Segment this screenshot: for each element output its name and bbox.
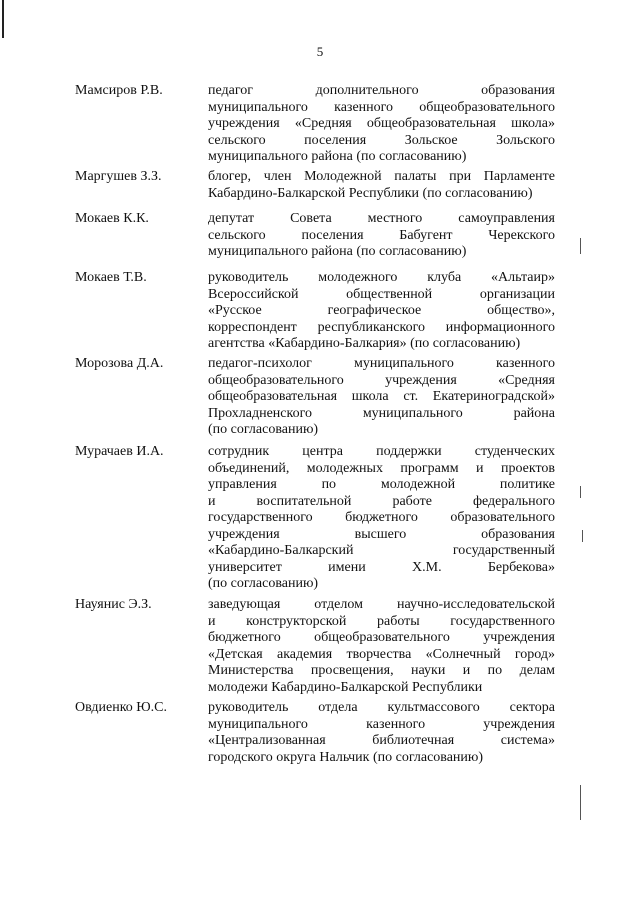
member-position: [208, 270, 555, 353]
position-line: муниципального казенного учреждения: [208, 716, 555, 732]
member-position: [208, 356, 555, 439]
position-line: общеобразовательная школа ст. Екатериноградской»: [208, 389, 555, 404]
position-line: Всероссийской общественной организации: [208, 286, 555, 302]
position-line: агентства «Кабардино-Балкария» (по согласованию): [208, 336, 521, 351]
position-line: (по согласованию): [208, 576, 319, 591]
position-line: «Детская академия творчества «Солнечный город»: [208, 646, 555, 662]
position-line: учреждения высшего образования: [208, 526, 555, 542]
position-line: (по согласованию): [208, 422, 319, 437]
position-line: бюджетного общеобразовательного учреждения: [208, 630, 555, 645]
position-line: объединений, молодежных программ и проектов: [208, 460, 555, 476]
position-line: сотрудник центра поддержки студенческих: [208, 444, 555, 459]
member-position: [208, 444, 555, 593]
position-line: муниципального казенного общеобразовательного: [208, 99, 555, 115]
position-line: городского округа Нальчик (по согласованию): [208, 749, 484, 765]
member-name: Науянис Э.З.: [75, 597, 152, 612]
member-name: Маргушев З.З.: [75, 169, 162, 184]
position-line: и конструкторской работы государственного: [208, 613, 555, 629]
position-line: блогер, член Молодежной палаты при Парламенте: [208, 169, 555, 184]
position-line: «Русское географическое общество»,: [208, 303, 555, 318]
position-line: Прохладненского муниципального района: [208, 405, 555, 421]
position-line: корреспондент республиканского информационного: [208, 319, 555, 335]
member-name: Мокаев Т.В.: [75, 270, 147, 285]
member-position: [208, 211, 555, 261]
position-line: педагог-психолог муниципального казенного: [208, 356, 555, 371]
position-line: молодежи Кабардино-Балкарской Республики: [208, 679, 483, 695]
position-line: управления по молодежной политике: [208, 477, 555, 492]
position-line: заведующая отделом научно-исследовательской: [208, 597, 555, 612]
scan-speck: [580, 486, 581, 498]
position-line: муниципального района (по согласованию): [208, 149, 467, 164]
position-line: «Централизованная библиотечная система»: [208, 733, 555, 748]
member-position: [208, 169, 555, 202]
position-line: сельского поселения Зольское Зольского: [208, 132, 555, 148]
position-line: Министерства просвещения, науки и по делам: [208, 663, 555, 678]
member-name: Мокаев К.К.: [75, 211, 149, 226]
member-name: Морозова Д.А.: [75, 356, 164, 371]
scan-speck: [582, 530, 583, 542]
page-number: 5: [316, 44, 324, 59]
scan-edge-mark: [2, 0, 4, 38]
position-line: общеобразовательного учреждения «Средняя: [208, 372, 555, 388]
member-name: Мамсиров Р.В.: [75, 83, 163, 98]
position-line: руководитель молодежного клуба «Альтаир»: [208, 270, 555, 285]
member-position: [208, 597, 555, 696]
position-line: и воспитательной работе федерального: [208, 493, 555, 509]
position-line: Кабардино-Балкарской Республики (по согласованию): [208, 185, 533, 201]
position-line: «Кабардино-Балкарский государственный: [208, 543, 555, 558]
scan-speck: [580, 238, 581, 254]
position-line: государственного бюджетного образовательного: [208, 510, 555, 525]
position-line: руководитель отдела культмассового сектора: [208, 700, 555, 715]
member-position: [208, 700, 555, 766]
position-line: университет имени Х.М. Бербекова»: [208, 559, 555, 575]
position-line: депутат Совета местного самоуправления: [208, 211, 555, 226]
member-name: Овдиенко Ю.С.: [75, 700, 168, 715]
position-line: сельского поселения Бабугент Черекского: [208, 227, 555, 243]
member-name: Мурачаев И.А.: [75, 444, 164, 459]
position-line: учреждения «Средняя общеобразовательная школа»: [208, 116, 555, 131]
scan-speck: [580, 785, 581, 820]
position-line: педагог дополнительного образования: [208, 83, 555, 98]
member-position: [208, 83, 555, 166]
position-line: муниципального района (по согласованию): [208, 244, 467, 259]
